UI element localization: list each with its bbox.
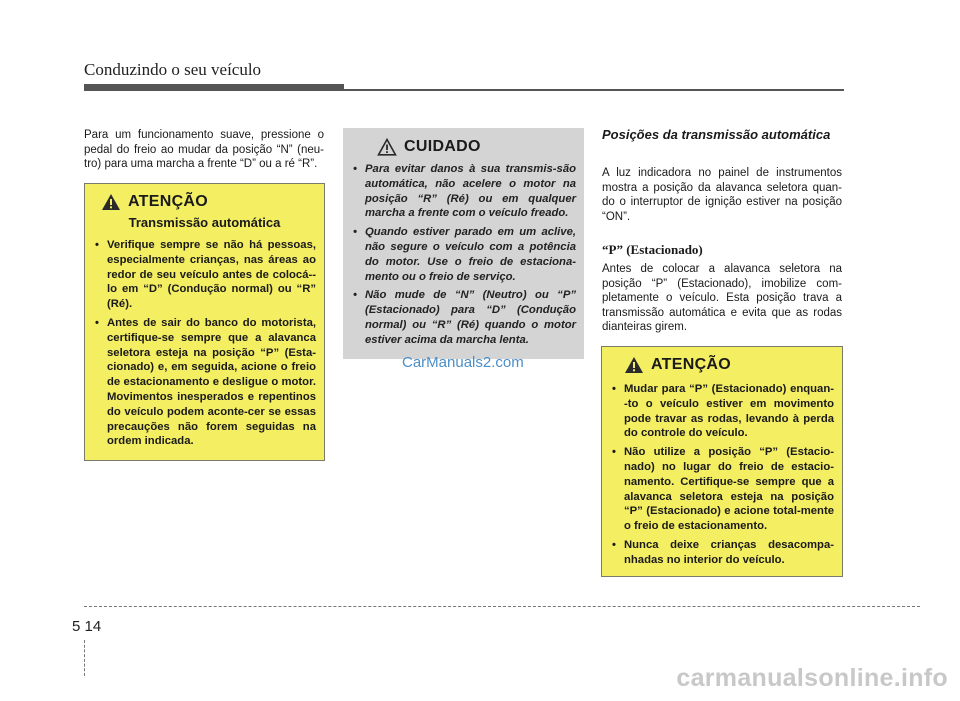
warning-box-title: ATENÇÃO [128, 193, 209, 210]
list-item: • Mudar para “P” (Estacionado) enquan--to o veículo estiver em movimento pode travar as rodas, levando à perda do controle do veículo. [610, 382, 834, 441]
paragraph-park: Antes de colocar a alavanca seletora na posição “P” (Estacionado), imobilize com-pletamente o veículo. Esta posição trava a transmissão automática e evita que as rodas dianteiras girem. [602, 263, 842, 334]
warning-box-header [93, 193, 316, 211]
footer-watermark: carmanualsonline.info [676, 664, 948, 692]
subsection-title-park: “P” (Estacionado) [602, 242, 703, 257]
list-item: • Para evitar danos à sua transmis-são automática, não acelere o motor na posição “R” (Ré) ou em qualquer marcha a frente com o veículo freado. [351, 162, 576, 221]
page-number: 5 14 [72, 618, 102, 635]
list-item: • Não mude de “N” (Neutro) ou “P” (Estacionado) para “D” (Condução normal) ou “R” (Ré) quando o motor estiver acima da marcha lenta. [351, 288, 576, 347]
caution-list [351, 162, 576, 348]
footer-dashed-marker [84, 640, 85, 676]
footer-dashed-rule [84, 606, 920, 607]
header-bar [84, 84, 344, 91]
list-item: • Verifique sempre se não há pessoas, especialmente crianças, nas áreas ao redor de seu veículo antes de colocá--lo em “D” (Condução normal) ou “R” (Ré). [93, 238, 316, 312]
watermark-text: CarManuals2.com [402, 354, 524, 371]
warning-triangle-icon [101, 193, 121, 211]
warning-triangle-icon [624, 356, 644, 374]
warning-box-title: ATENÇÃO [651, 356, 732, 373]
list-item: • Não utilize a posição “P” (Estacio-nado) no lugar do freio de estacio-namento. Certifique-se sempre que a alavanca seletora esteja na posição “P” (Estacionado) e acione total-mente o freio de estacionamento. [610, 445, 834, 534]
intro-paragraph: Para um funcionamento suave, pressione o pedal do freio ao mudar da posição “N” (neu-tro) para uma marcha a frente “D” ou a ré “R”. [84, 129, 324, 171]
warning-box-park [601, 346, 843, 577]
list-item: • Antes de sair do banco do motorista, certifique-se sempre que a alavanca seletora esteja na posição “P” (Esta-cionado) e, em seguida, acione o freio de estacionamento e desligue o motor. Movimentos inesperados e repentinos do veículo podem aconte-cer se essas precauções não forem seguidas na ordem indicada. [93, 316, 316, 449]
caution-box-title: CUIDADO [404, 138, 481, 155]
warning-box-header [610, 356, 834, 374]
page-header-title: Conduzindo o seu veículo [84, 60, 262, 79]
warning-box-subtitle: Transmissão automática [128, 215, 281, 230]
warning-triangle-icon [377, 138, 397, 156]
list-item: • Quando estiver parado em um aclive, não segure o veículo com a potência do motor. Use o freio de estaciona-mento ou o freio de serviço. [351, 225, 576, 284]
warning-box-automatic-transmission [84, 183, 325, 461]
caution-box-header [351, 138, 576, 156]
header-rule [344, 89, 844, 91]
caution-box [343, 128, 584, 359]
list-item: • Nunca deixe crianças desacompa-nhadas no interior do veículo. [610, 538, 834, 568]
paragraph-indicator: A luz indicadora no painel de instrumentos mostra a posição da alavanca seletora quan-do o interruptor de ignição estiver na posição “ON”. [602, 167, 842, 223]
section-title: Posições da transmissão automática [602, 127, 831, 142]
warning-list [93, 238, 316, 449]
warning-list [610, 382, 834, 568]
